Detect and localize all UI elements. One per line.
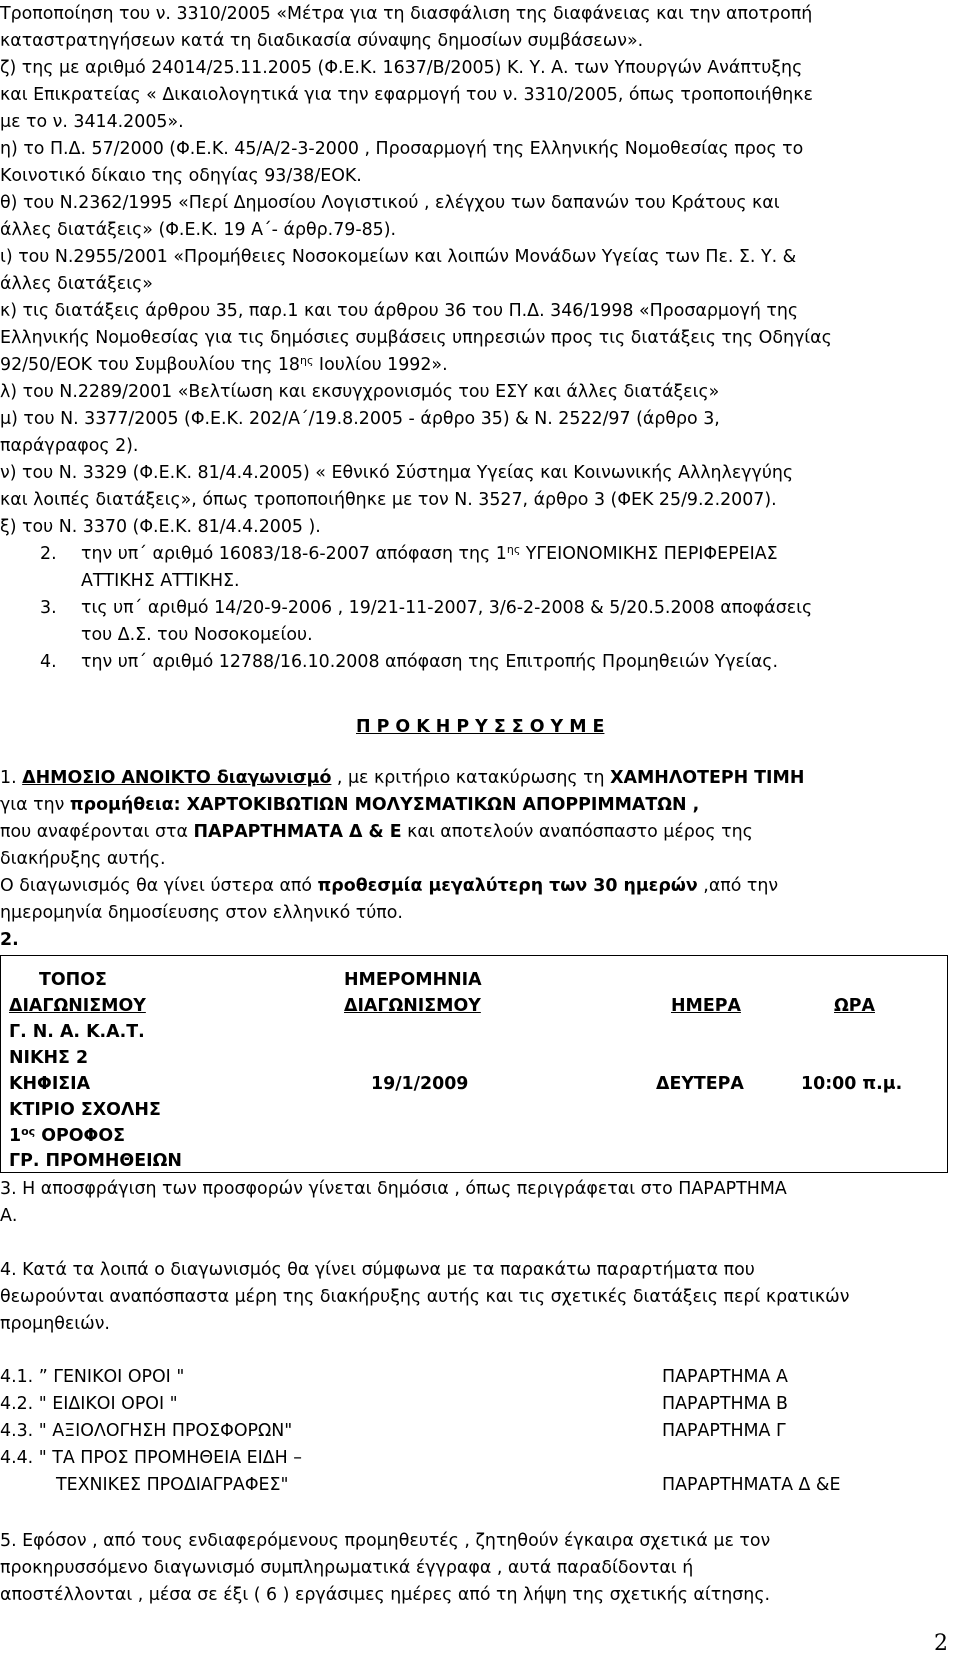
text-line (0, 874, 778, 899)
text-span: 92/50/ΕΟΚ του Συμβουλίου της 18 (0, 355, 300, 375)
text-line: Τροποποίηση του ν. 3310/2005 «Μέτρα για τη διασφάλιση της διαφάνειας και την αποτροπή (0, 4, 813, 24)
text-line: διακήρυξης αυτής. (0, 849, 166, 869)
bold-text: ΧΑΜΗΛΟΤΕΡΗ ΤΙΜΗ (610, 768, 805, 788)
text-line: ΑΤΤΙΚΗΣ ΑΤΤΙΚΗΣ. (81, 571, 240, 591)
text-line: ξ) του Ν. 3370 (Φ.Ε.Κ. 81/4.4.2005 ). (0, 517, 321, 537)
table-cell-place: Γ. Ν. Α. Κ.Α.Τ. (9, 1022, 145, 1042)
annex-label: 4.1. ” ΓΕΝΙΚΟΙ ΟΡΟΙ " (0, 1367, 185, 1387)
text-line: κ) τις διατάξεις άρθρου 35, παρ.1 και του άρθρου 36 του Π.Δ. 346/1998 «Προσαρμογή της (0, 301, 799, 321)
text-line: άλλες διατάξεις» (0, 274, 153, 294)
superscript: ος (21, 1125, 36, 1138)
superscript: ης (506, 543, 521, 556)
table-header-place: ΤΟΠΟΣ (39, 970, 107, 990)
text-line: και λοιπές διατάξεις», όπως τροποποιήθηκε με τον Ν. 3527, άρθρο 3 (ΦΕΚ 25/9.2.2007). (0, 490, 777, 510)
table-header-date: ΔΙΑΓΩΝΙΣΜΟΥ (344, 996, 481, 1016)
table-cell-place: ΓΡ. ΠΡΟΜΗΘΕΙΩΝ (9, 1151, 182, 1171)
table-header-time: ΩΡΑ (834, 996, 875, 1016)
text-line: και Επικρατείας « Δικαιολογητικά για την εφαρμογή του ν. 3310/2005, όπως τροποποιήθηκε (0, 85, 813, 105)
text-line: προκηρυσσόμενο διαγωνισμό συμπληρωματικά έγγραφα , αυτά παραδίδονται ή (0, 1558, 694, 1578)
bold-text: προθεσμία μεγαλύτερη των 30 ημερών (317, 876, 698, 896)
table-cell-place: ΚΤΙΡΙΟ ΣΧΟΛΗΣ (9, 1100, 161, 1120)
text-line: προμηθειών. (0, 1314, 110, 1334)
bold-text: ΠΑΡΑΡΤΗΜΑΤΑ Δ & Ε (193, 822, 402, 842)
text-line: η) το Π.Δ. 57/2000 (Φ.Ε.Κ. 45/Α/2-3-2000 , Προσαρμογή της Ελληνικής Νομοθεσίας προς το (0, 139, 804, 159)
text-line: παράγραφος 2). (0, 436, 139, 456)
text-span: , με κριτήριο κατακύρωσης τη (331, 768, 611, 788)
annex-ref: ΠΑΡΑΡΤΗΜΑ Α (662, 1367, 788, 1387)
tender-info-table (0, 955, 948, 1173)
bold-text: ΔΗΜΟΣΙΟ ΑΝΟΙΚΤΟ διαγωνισμό (22, 768, 332, 788)
text-line: Ελληνικής Νομοθεσίας για τις δημόσιες συμβάσεις υπηρεσιών προς τις διατάξεις της Οδηγίας (0, 328, 832, 348)
text-line: την υπ΄ αριθμό 12788/16.10.2008 απόφαση της Επιτροπής Προμηθειών Υγείας. (81, 652, 779, 672)
annex-ref: ΠΑΡΑΡΤΗΜΑΤΑ Δ &Ε (662, 1475, 841, 1495)
text-line (0, 793, 699, 818)
text-span: και αποτελούν αναπόσπαστο μέρος της (401, 822, 753, 842)
text-line: Κοινοτικό δίκαιο της οδηγίας 93/38/ΕΟΚ. (0, 166, 362, 186)
text-line: καταστρατηγήσεων κατά τη διαδικασία σύναψης δημοσίων συμβάσεων». (0, 31, 644, 51)
text-span: ,από την (697, 876, 779, 896)
table-cell-date: 19/1/2009 (371, 1074, 469, 1094)
text-line: άλλες διατάξεις» (Φ.Ε.Κ. 19 Α΄- άρθρ.79-85). (0, 220, 397, 240)
text-span: Ιουλίου 1992». (313, 355, 448, 375)
section-label: 2. (0, 930, 19, 950)
text-span: ΥΓΕΙΟΝΟΜΙΚΗΣ ΠΕΡΙΦΕΡΕΙΑΣ (520, 544, 778, 564)
annex-label: 4.3. " ΑΞΙΟΛΟΓΗΣΗ ΠΡΟΣΦΟΡΩΝ" (0, 1421, 293, 1441)
text-line: Α. (0, 1206, 18, 1226)
table-cell-day: ΔΕΥΤΕΡΑ (656, 1074, 744, 1094)
list-number: 2. (40, 544, 57, 564)
text-line: 5. Εφόσον , από τους ενδιαφερόμενους προμηθευτές , ζητηθούν έγκαιρα σχετικά με τον (0, 1531, 771, 1551)
table-header-day: ΗΜΕΡΑ (671, 996, 741, 1016)
text-line: 4. Κατά τα λοιπά ο διαγωνισμός θα γίνει σύμφωνα με τα παρακάτω παραρτήματα που (0, 1260, 755, 1280)
text-line (0, 353, 448, 378)
text-line: λ) του Ν.2289/2001 «Βελτίωση και εκσυγχρονισμός του ΕΣΥ και άλλες διατάξεις» (0, 382, 720, 402)
table-header-date: ΗΜΕΡΟΜΗΝΙΑ (344, 970, 482, 990)
table-cell-time: 10:00 π.μ. (801, 1074, 903, 1094)
text-line: ημερομηνία δημοσίευσης στον ελληνικό τύπο. (0, 903, 403, 923)
table-cell-place (9, 1124, 125, 1148)
text-span: ΟΡΟΦΟΣ (35, 1126, 126, 1146)
text-line: τις υπ΄ αριθμό 14/20-9-2006 , 19/21-11-2007, 3/6-2-2008 & 5/20.5.2008 αποφάσεις (81, 598, 813, 618)
text-line (0, 766, 804, 791)
text-span: 1. (0, 768, 23, 788)
text-line: ν) του Ν. 3329 (Φ.Ε.Κ. 81/4.4.2005) « Εθνικό Σύστημα Υγείας και Κοινωνικής Αλληλεγγύης (0, 463, 794, 483)
text-span: για την (0, 795, 70, 815)
table-cell-place: ΚΗΦΙΣΙΑ (9, 1074, 91, 1094)
bold-text: προμήθεια: ΧΑΡΤΟΚΙΒΩΤΙΩΝ ΜΟΛΥΣΜΑΤΙΚΩΝ ΑΠΟΡΡΙΜΜΑΤΩΝ , (69, 795, 700, 815)
superscript: ης (299, 354, 314, 367)
list-number: 4. (40, 652, 57, 672)
annex-ref: ΠΑΡΑΡΤΗΜΑ Γ (662, 1421, 786, 1441)
page-heading: Π Ρ Ο Κ Η Ρ Υ Σ Σ Ο Υ Μ Ε (356, 717, 605, 737)
annex-label: 4.4. " ΤΑ ΠΡΟΣ ΠΡΟΜΗΘΕΙΑ ΕΙΔΗ – (0, 1448, 302, 1468)
text-line: του Δ.Σ. του Νοσοκομείου. (81, 625, 313, 645)
text-line: θ) του Ν.2362/1995 «Περί Δημοσίου Λογιστικού , ελέγχου των δαπανών του Κράτους και (0, 193, 780, 213)
table-header-place: ΔΙΑΓΩΝΙΣΜΟΥ (9, 996, 146, 1016)
text-span: που αναφέρονται στα (0, 822, 194, 842)
text-span: Ο διαγωνισμός θα γίνει ύστερα από (0, 876, 318, 896)
text-line: αποστέλλονται , μέσα σε έξι ( 6 ) εργάσιμες ημέρες από τη λήψη της σχετικής αίτησης. (0, 1585, 771, 1605)
list-number: 3. (40, 598, 57, 618)
page-number: 2 (934, 1631, 948, 1656)
text-line: με το ν. 3414.2005». (0, 112, 184, 132)
annex-ref: ΠΑΡΑΡΤΗΜΑ Β (662, 1394, 788, 1414)
text-span: την υπ΄ αριθμό 16083/18-6-2007 απόφαση της 1 (81, 544, 507, 564)
annex-label: ΤΕΧΝΙΚΕΣ ΠΡΟΔΙΑΓΡΑΦΕΣ" (56, 1475, 289, 1495)
table-cell-place: ΝΙΚΗΣ 2 (9, 1048, 89, 1068)
text-line: μ) του Ν. 3377/2005 (Φ.Ε.Κ. 202/Α΄/19.8.2005 - άρθρο 35) & Ν. 2522/97 (άρθρο 3, (0, 409, 720, 429)
text-line (0, 820, 753, 845)
text-line: θεωρούνται αναπόσπαστα μέρη της διακήρυξης αυτής και τις σχετικές διατάξεις περί κρατικών (0, 1287, 850, 1307)
text-line (81, 542, 778, 567)
text-line: ι) του Ν.2955/2001 «Προμήθειες Νοσοκομείων και λοιπών Μονάδων Υγείας των Πε. Σ. Υ. & (0, 247, 797, 267)
text-line: 3. Η αποσφράγιση των προσφορών γίνεται δημόσια , όπως περιγράφεται στο ΠΑΡΑΡΤΗΜΑ (0, 1179, 787, 1199)
text-line: ζ) της με αριθμό 24014/25.11.2005 (Φ.Ε.Κ. 1637/Β/2005) Κ. Υ. Α. των Υπουργών Ανάπτυξης (0, 58, 803, 78)
text-span: 1 (9, 1126, 22, 1146)
annex-label: 4.2. " ΕΙΔΙΚΟΙ ΟΡΟΙ " (0, 1394, 178, 1414)
